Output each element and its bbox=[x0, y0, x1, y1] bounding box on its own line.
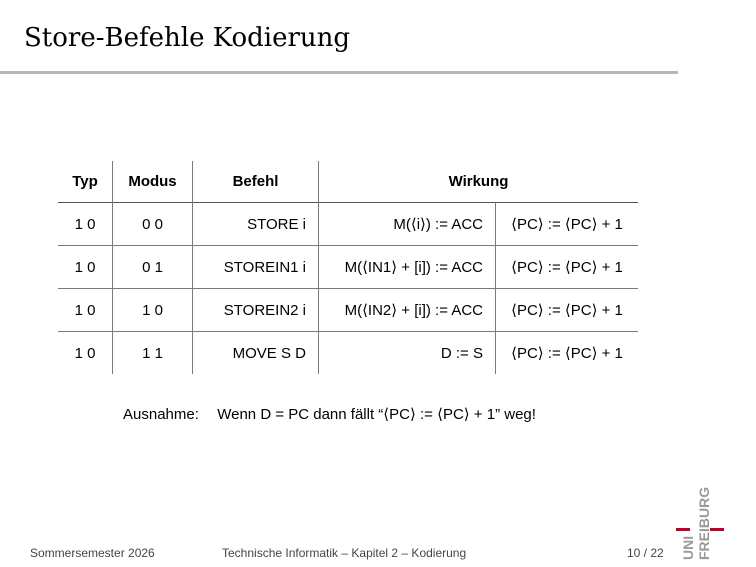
cell-typ: 1 0 bbox=[58, 289, 113, 332]
exception-text: Wenn D = PC dann fällt “⟨PC⟩ := ⟨PC⟩ + 1” weg! bbox=[217, 406, 536, 423]
cell-wirkung-pc: ⟨PC⟩ := ⟨PC⟩ + 1 bbox=[496, 332, 639, 375]
cell-wirkung-pc: ⟨PC⟩ := ⟨PC⟩ + 1 bbox=[496, 289, 639, 332]
footer-page-number: 10 / 22 bbox=[627, 546, 664, 560]
cell-befehl: MOVE S D bbox=[193, 332, 319, 375]
uni-freiburg-logo bbox=[676, 480, 724, 560]
store-command-table bbox=[58, 161, 638, 374]
cell-wirkung-pc: ⟨PC⟩ := ⟨PC⟩ + 1 bbox=[496, 246, 639, 289]
svg-text:FREIBURG: FREIBURG bbox=[696, 486, 712, 560]
header-befehl: Befehl bbox=[193, 161, 319, 203]
slide-title: Store-Befehle Kodierung bbox=[24, 23, 351, 53]
cell-modus: 0 1 bbox=[113, 246, 193, 289]
cell-modus: 1 0 bbox=[113, 289, 193, 332]
exception-label: Ausnahme: bbox=[123, 406, 199, 423]
table-row bbox=[58, 246, 638, 289]
title-divider bbox=[0, 71, 678, 74]
cell-befehl: STORE i bbox=[193, 203, 319, 246]
header-wirkung: Wirkung bbox=[448, 173, 509, 190]
cell-modus: 0 0 bbox=[113, 203, 193, 246]
table-header-row bbox=[58, 161, 638, 203]
cell-modus: 1 1 bbox=[113, 332, 193, 375]
table-row bbox=[58, 332, 638, 375]
cell-wirkung-memory: M(⟨i⟩) := ACC bbox=[319, 203, 496, 246]
footer-semester: Sommersemester 2026 bbox=[30, 546, 155, 560]
cell-typ: 1 0 bbox=[58, 332, 113, 375]
cell-wirkung-memory: M(⟨IN1⟩ + [i]) := ACC bbox=[319, 246, 496, 289]
cell-wirkung-pc: ⟨PC⟩ := ⟨PC⟩ + 1 bbox=[496, 203, 639, 246]
cell-wirkung-memory: M(⟨IN2⟩ + [i]) := ACC bbox=[319, 289, 496, 332]
table-row bbox=[58, 289, 638, 332]
header-modus: Modus bbox=[113, 161, 193, 203]
exception-note bbox=[123, 405, 536, 423]
table-row bbox=[58, 203, 638, 246]
cell-typ: 1 0 bbox=[58, 246, 113, 289]
cell-typ: 1 0 bbox=[58, 203, 113, 246]
svg-text:UNI: UNI bbox=[680, 535, 696, 560]
header-typ: Typ bbox=[58, 161, 113, 203]
cell-befehl: STOREIN1 i bbox=[193, 246, 319, 289]
cell-wirkung-memory: D := S bbox=[319, 332, 496, 375]
cell-befehl: STOREIN2 i bbox=[193, 289, 319, 332]
footer-course: Technische Informatik – Kapitel 2 – Kodierung bbox=[222, 546, 467, 560]
